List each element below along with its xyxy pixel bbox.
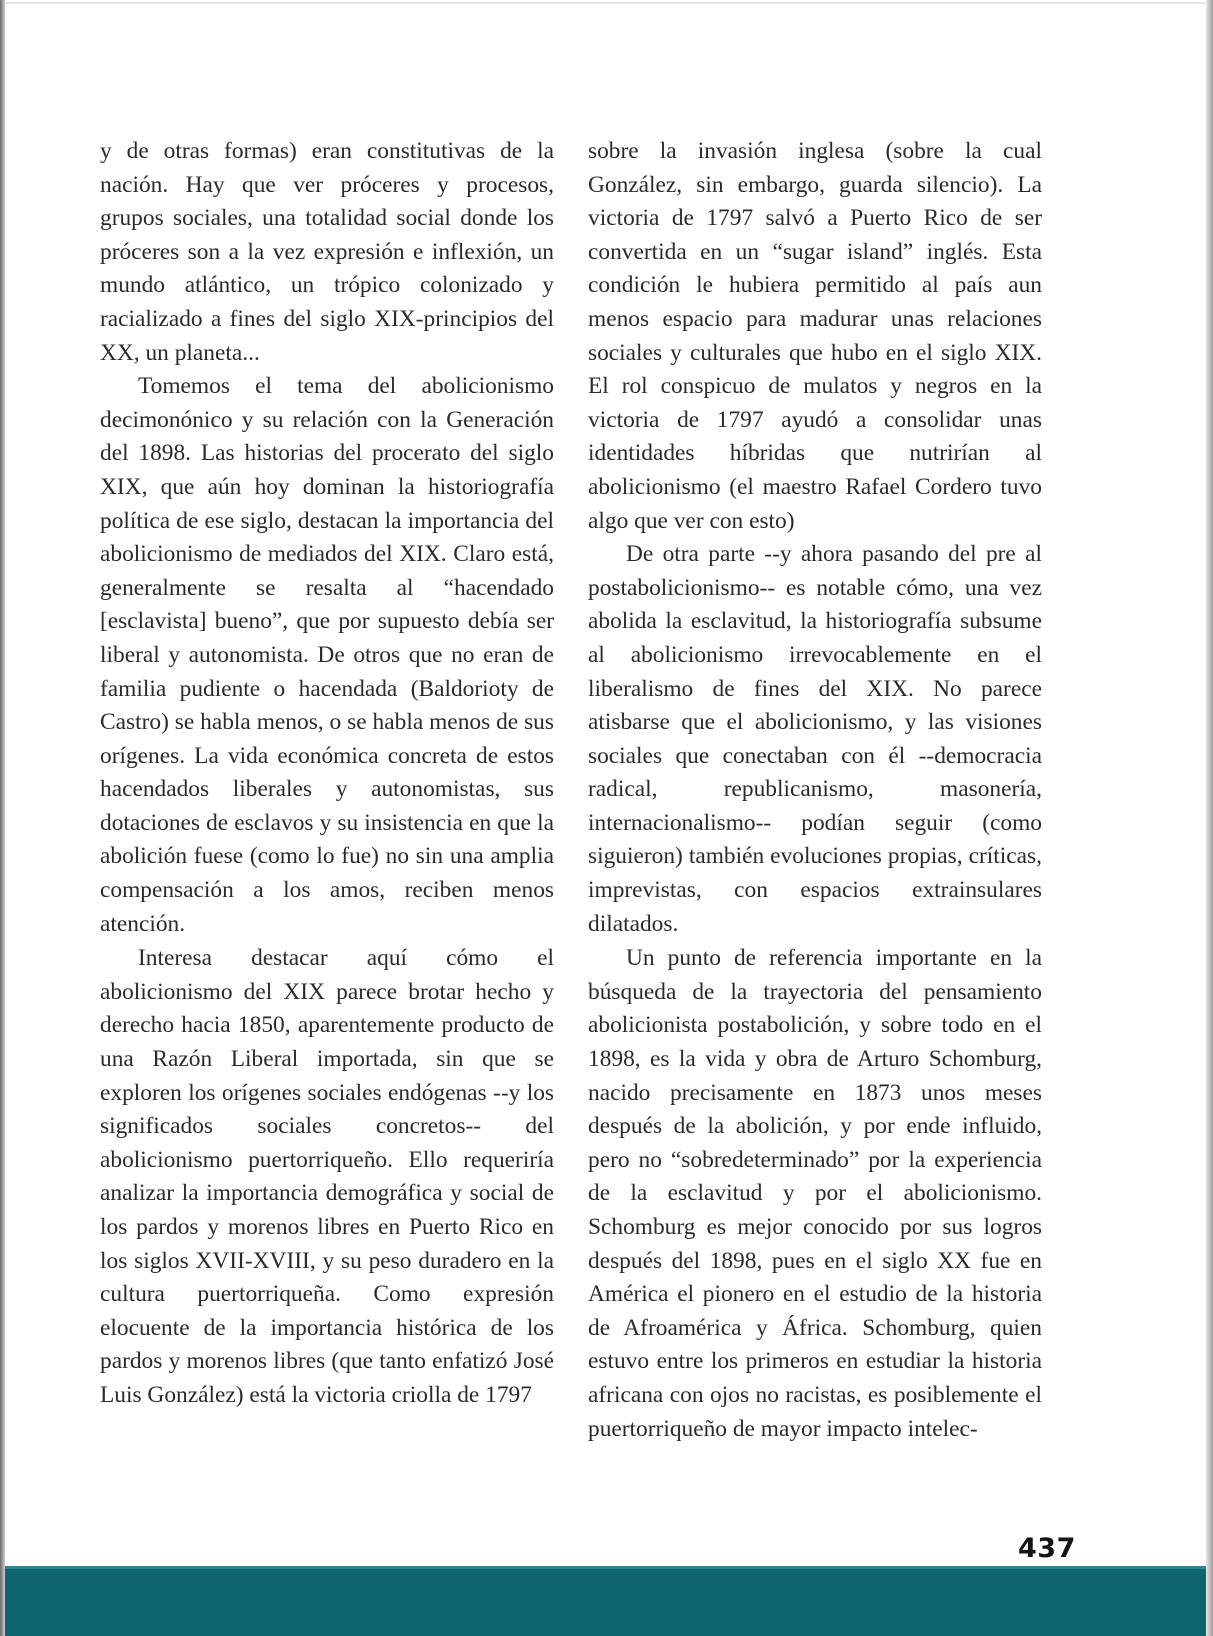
- left-text-column: [100, 135, 554, 1413]
- right-paragraph-2: De otra parte --y ahora pasando del pre al postabolicionismo-- es notable cómo, una vez abolida la esclavitud, la historiografía subsume al abolicionismo irrevocablemente en el liberalismo de fines del XIX. No parece atisbarse que el abolicionismo, y las visiones sociales que conectaban con él --democracia radical, republicanismo, masonería, internacionalismo-- podían seguir (como siguieron) también evoluciones propias, críticas, imprevistas, con espacios extrainsulares dilatados.: [588, 541, 1042, 937]
- left-paragraph-3: Interesa destacar aquí cómo el abolicionismo del XIX parece brotar hecho y derecho hacia 1850, aparentemente producto de una Razón Liberal importada, sin que se exploren los orígenes sociales endógenas --y los significados sociales concretos-- del abolicionismo puertorriqueño. Ello requeriría analizar la importancia demográfica y social de los pardos y morenos libres en Puerto Rico en los siglos XVII-XVIII, y su peso duradero en la cultura puertorriqueña. Como expresión elocuente de la importancia histórica de los pardos y morenos libres (que tanto enfatizó José Luis González) está la victoria criolla de 1797: [100, 945, 554, 1408]
- page-top-rule: [5, 2, 1206, 4]
- footer-band-highlight: [5, 1566, 1206, 1569]
- left-paragraph-2: Tomemos el tema del abolicionismo decimonónico y su relación con la Generación del 1898. Las historias del procerato del siglo XIX, que aún hoy dominan la historiografía política de ese siglo, destacan la importancia del abolicionismo de mediados del XIX. Claro está, generalmente se resalta al “hacendado [esclavista] bueno”, que por supuesto debía ser liberal y autonomista. De otros que no eran de familia pudiente o hacendada (Baldorioty de Castro) se habla menos, o se habla menos de sus orígenes. La vida económica concreta de estos hacendados liberales y autonomistas, sus dotaciones de esclavos y su insistencia en que la abolición fuese (como lo fue) no sin una amplia compensación a los amos, reciben menos atención.: [100, 373, 554, 937]
- page-number: 437: [1018, 1533, 1076, 1564]
- page-right-edge: [1206, 0, 1213, 1636]
- page-left-edge: [0, 0, 5, 1636]
- left-paragraph-1: y de otras formas) eran constitutivas de la nación. Hay que ver próceres y procesos, grupos sociales, una totalidad social donde los próceres son a la vez expresión e inflexión, un mundo atlántico, un trópico colonizado y racializado a fines del siglo XIX-principios del XX, un planeta...: [100, 138, 554, 366]
- right-text-column: [588, 135, 1042, 1446]
- right-paragraph-1: sobre la invasión inglesa (sobre la cual González, sin embargo, guarda silencio). La victoria de 1797 salvó a Puerto Rico de ser convertida en un “sugar island” inglés. Esta condición le hubiera permitido al país aun menos espacio para madurar unas relaciones sociales y culturales que hubo en el siglo XIX. El rol conspicuo de mulatos y negros en la victoria de 1797 ayudó a consolidar unas identidades híbridas que nutrirían al abolicionismo (el maestro Rafael Cordero tuvo algo que ver con esto): [588, 138, 1042, 534]
- footer-color-band: [5, 1566, 1206, 1636]
- right-paragraph-3: Un punto de referencia importante en la búsqueda de la trayectoria del pensamiento abolicionista postabolición, y sobre todo en el 1898, es la vida y obra de Arturo Schomburg, nacido precisamente en 1873 unos meses después de la abolición, y por ende influido, pero no “sobredeterminado” por la experiencia de la esclavitud y por el abolicionismo. Schomburg es mejor conocido por sus logros después del 1898, pues en el siglo XX fue en América el pionero en el estudio de la historia de Afroamérica y África. Schomburg, quien estuvo entre los primeros en estudiar la historia africana con ojos no racistas, es posiblemente el puertorriqueño de mayor impacto intelec-: [588, 945, 1042, 1442]
